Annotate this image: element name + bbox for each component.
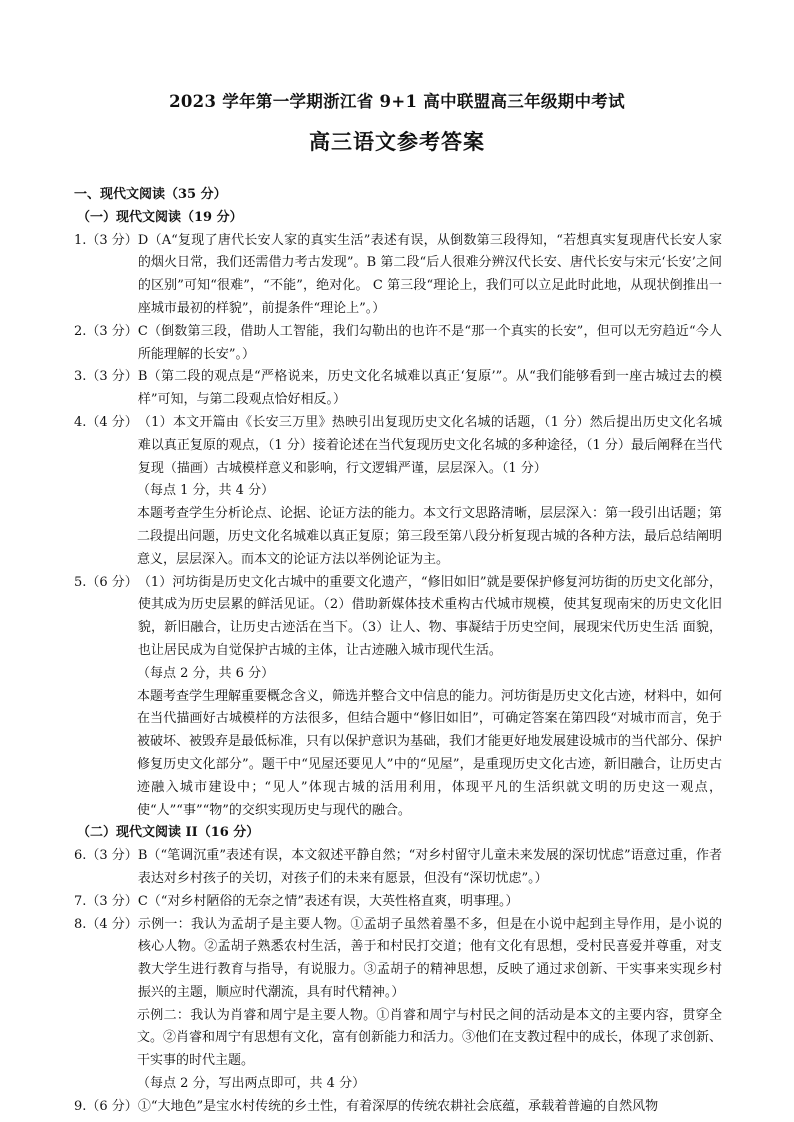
analysis-note: 本题考查学生理解重要概念含义，筛选并整合文中信息的能力。河坊街是历史文化古迹，材料中，如何在当代描画好古城模样的方法很多，但结合题中“修旧如旧”，可确定答案在第四段“对城市而言，免于被破坏、被毁弃是最低标准，只有以保护意识为基础，我们才能更好地发展建设城市的当代部分、保护修复历史文化部分”。题干中“见屋还要见人”中的“见屋”，是重现历史文化古迹，新旧融合，让历史古迹融入城市建设中；“见人”体现古城的活用利用，体现平凡的生活织就文明的历史这一观点，使“人”“事”“物”的交织实现历史与现代的融合。 (137, 688, 723, 818)
item-number: 3.（3 分） (74, 369, 138, 385)
item-number: 4.（4 分） (74, 414, 138, 430)
item-number: 7.（3 分） (74, 893, 138, 909)
exam-title: 2023 学年第一学期浙江省 9+1 高中联盟高三年级期中考试 (169, 92, 625, 111)
document-subtitle: 高三语文参考答案 (309, 129, 485, 154)
item-number: 2.（3 分） (74, 323, 138, 339)
answer-item-7 (74, 891, 722, 914)
item-text: D（A“复现了唐代长安人家的真实生活”表述有误，从倒数第三段得知，“若想真实复现唐代长安人家的烟火日常，我们还需借力考古发现”。B 第二段“后人很难分辨汉代长安、唐代长安与宋元‘长安’之间的区别”可知“很难”，“不能”，绝对化。 C 第三段“理论上，我们可以立足此时此地，从现状倒推出一座城市最初的样貌”，前提条件“理论上”。） (137, 232, 722, 316)
answer-item-4 (74, 412, 722, 480)
answer-item-9 (74, 1096, 722, 1119)
example-answer: 示例二：我认为肖睿和周宁是主要人物。①肖睿和周宁与村民之间的活动是本文的主要内容，贯穿全文。②肖睿和周宁有思想有文化，富有创新能力和活力。③他们在支教过程中的成长，体现了求创新、干实事的时代主题。 (137, 1007, 723, 1069)
scoring-note: （每点 2 分，写出两点即可，共 4 分） (137, 1076, 366, 1092)
item-text: ①“大地色”是宝水村传统的乡土性，有着深厚的传统农耕社会底蕴，承载着普遍的自然风物 (137, 1098, 659, 1114)
answer-item-8 (74, 914, 722, 1005)
item-text: B（第二段的观点是“严格说来，历史文化名城难以真正‘复原’”。从“我们能够看到一座古城过去的模样”可知，与第二段观点恰好相反。） (137, 369, 722, 408)
item-text: （1）本文开篇由《长安三万里》热映引出复现历史文化名城的话题，（1 分）然后提出历史文化名城难以真正复原的观点，（1 分）接着论述在当代复现历史文化名城的多种途径，（1 分）最后阐释在当代复现（描画）古城模样意义和影响，行文逻辑严谨，层层深入。（1 分） (137, 414, 722, 476)
item-number: 9.（6 分） (74, 1098, 138, 1114)
answer-content (74, 184, 722, 1119)
analysis-note: 本题考查学生分析论点、论据、论证方法的能力。本文行文思路清晰，层层深入：第一段引出话题；第二段提出问题，历史文化名城难以真正复原；第三段至第八段分析复现古城的各种方法，最后总结阐明意义，层层深入。而本文的论证方法以举例论证为主。 (137, 506, 723, 567)
subsection-heading-reading-1: （一）现代文阅读（19 分） (77, 209, 243, 225)
item-text: （1）河坊街是历史文化古城中的重要文化遗产，“修旧如旧”就是要保护修复河坊街的历史文化部分，使其成为历史层累的鲜活见证。（2）借助新媒体技术重构古代城市规模，使其复现南宋的历史文化旧貌，新旧融合，让历史古迹活在当下。（3）让人、物、事凝结于历史空间，展现宋代历史生活 面貌，也让居民成为自觉保护古城的主体，让古迹融入城市现代生活。 (137, 574, 722, 658)
item-text: B（“笔调沉重”表述有误，本文叙述平静自然；“对乡村留守儿童未来发展的深切忧虑”语意过重，作者表达对乡村孩子的关切，对孩子们的未来有愿景，但没有“深切忧虑”。） (137, 848, 722, 886)
subsection-heading-reading-2: （二）现代文阅读 II（16 分） (77, 825, 260, 841)
answer-item-1 (74, 230, 722, 321)
item-text: C（倒数第三段，借助人工智能，我们勾勒出的也许不是“那一个真实的长安”，但可以无穷趋近“今人所能理解的长安”。） (137, 323, 722, 362)
item-number: 6.（3 分） (74, 848, 138, 864)
item-text: C（“对乡村陋俗的无奈之情”表述有误，大英性格直爽，明事理。） (137, 893, 519, 909)
answer-item-2 (74, 321, 722, 367)
answer-item-6 (74, 845, 722, 891)
item-number: 8.（4 分） (74, 916, 138, 932)
answer-item-5 (74, 572, 722, 663)
section-heading-modern-reading: 一、现代文阅读（35 分） (74, 187, 227, 202)
item-text: 示例一：我认为孟胡子是主要人物。①孟胡子虽然着墨不多，但是在小说中起到主导作用，是小说的核心人物。②孟胡子熟悉农村生活，善于和村民打交道；他有文化有思想，受村民喜爱并尊重，对支教大学生进行教育与指导，有说服力。③孟胡子的精神思想，反映了通过求创新、干实事来实现乡村振兴的主题，顺应时代潮流，具有时代精神。） (137, 916, 722, 1000)
item-number: 5.（6 分） (74, 574, 138, 590)
scoring-note: （每点 2 分，共 6 分） (137, 665, 275, 681)
item-number: 1.（3 分） (74, 232, 138, 248)
scoring-note: （每点 1 分，共 4 分） (137, 483, 275, 499)
answer-item-3 (74, 366, 722, 412)
